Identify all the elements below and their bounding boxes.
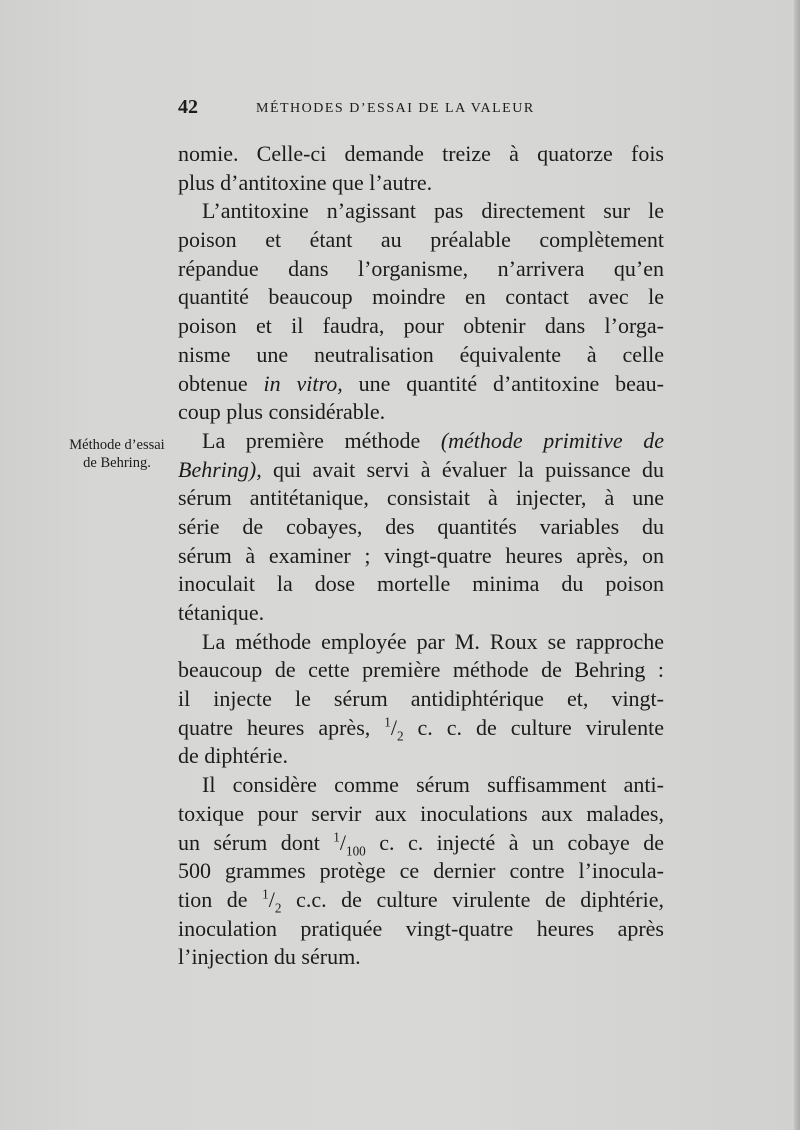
- text-run: un sérum dont: [178, 829, 334, 855]
- text-line: 500 grammes protège ce dernier contre l’inocula-: [178, 858, 664, 884]
- text-line: [178, 427, 664, 456]
- text-run: quatre heures après,: [178, 714, 385, 740]
- text-line: nisme une neutralisation équivalente à celle: [178, 341, 664, 367]
- fraction-half: $^1/_2$: [384, 714, 404, 744]
- body-text: [178, 140, 664, 972]
- text-line: inoculation pratiquée vingt-quatre heures après: [178, 915, 664, 941]
- text-line: poison et il faudra, pour obtenir dans l’orga-: [178, 313, 664, 339]
- text-run: obtenue: [178, 370, 264, 396]
- margin-note-line: de Behring.: [83, 455, 151, 471]
- italic-in-vitro: in vitro,: [263, 370, 343, 396]
- text-run: c. c. de culture virulente: [403, 714, 664, 740]
- page-number: 42: [178, 96, 198, 118]
- text-line: l’injection du sérum.: [178, 944, 361, 970]
- text-line: quantité beaucoup moindre en contact avec le: [178, 284, 664, 310]
- italic-methode-primitive: (méthode primitive de: [440, 427, 664, 453]
- fraction-numerator: 1: [262, 886, 269, 902]
- text-line: toxique pour servir aux inoculations aux malades,: [178, 800, 664, 826]
- text-line: série de cobayes, des quantités variables du: [178, 513, 664, 539]
- page-header: [178, 96, 664, 120]
- text-line: [178, 829, 664, 858]
- text-line: Il considère comme sérum suffisamment anti-: [202, 772, 664, 798]
- text-run: c.c. de culture virulente de diphtérie,: [281, 886, 664, 912]
- margin-note: [58, 436, 176, 472]
- margin-note-line: Méthode d’essai: [69, 437, 165, 453]
- text-line: poison et étant au préalable complètement: [178, 227, 664, 253]
- fraction-numerator: 1: [384, 714, 391, 730]
- text-line: [178, 456, 664, 485]
- text-line: plus d’antitoxine que l’autre.: [178, 169, 433, 195]
- text-line: sérum à examiner ; vingt-quatre heures après, on: [178, 542, 664, 568]
- text-line: [178, 886, 664, 915]
- italic-behring: Behring),: [178, 456, 262, 482]
- text-run: tion de: [178, 886, 263, 912]
- text-line: beaucoup de cette première méthode de Behring :: [178, 657, 664, 683]
- text-line: [178, 714, 664, 743]
- fraction-numerator: 1: [333, 829, 340, 845]
- text-run: c. c. injecté à un cobaye de: [365, 829, 664, 855]
- text-run: La première méthode: [202, 427, 441, 453]
- running-title: MÉTHODES D’ESSAI DE LA VALEUR: [256, 101, 535, 116]
- text-line: tétanique.: [178, 600, 265, 625]
- text-line: répandue dans l’organisme, n’arrivera qu’en: [178, 255, 664, 281]
- page-edge-shadow: [794, 0, 800, 1130]
- fraction-hundredth: $^1/_{100}$: [333, 829, 366, 858]
- text-run: une quantité d’antitoxine beau-: [342, 370, 664, 396]
- text-line: La méthode employée par M. Roux se rapproche: [202, 628, 664, 654]
- text-line: sérum antitétanique, consistait à injecter, à une: [178, 485, 664, 511]
- text-line: [178, 370, 664, 399]
- text-run: qui avait servi à évaluer la puissance du: [273, 456, 664, 482]
- text-line: il injecte le sérum antidiphtérique et, vingt-: [178, 686, 664, 712]
- fraction-half: $^1/_2$: [262, 886, 282, 916]
- text-line: nomie. Celle-ci demande treize à quatorze fois: [178, 141, 664, 166]
- fraction-denominator: 100: [345, 842, 366, 858]
- text-line: L’antitoxine n’agissant pas directement sur le: [202, 198, 664, 224]
- fraction-denominator: 2: [274, 900, 282, 916]
- fraction-denominator: 2: [396, 728, 404, 744]
- text-line: de diphtérie.: [178, 743, 288, 769]
- text-line: coup plus considérable.: [178, 399, 386, 425]
- text-line: inoculait la dose mortelle minima du poison: [178, 571, 664, 597]
